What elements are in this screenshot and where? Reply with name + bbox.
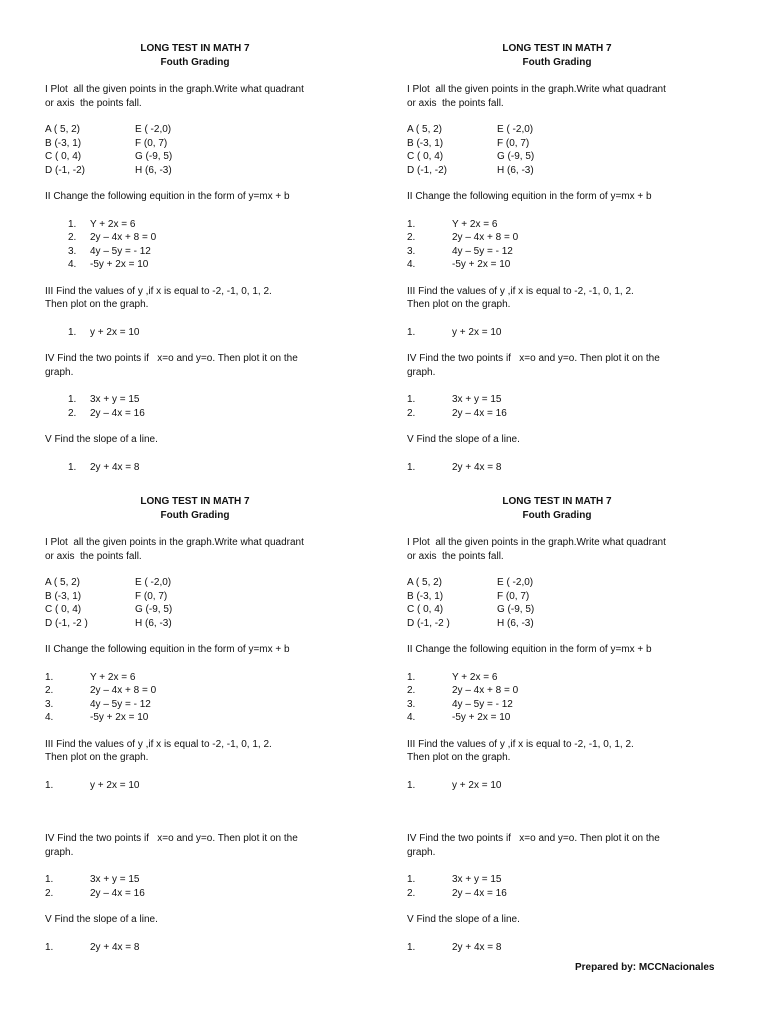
part4-instructions [407,832,737,859]
part4-line: graph. [45,366,74,378]
list-item: 2. 2y – 4x = 16 [407,887,507,899]
part3-instructions [45,738,375,765]
point-g: G (-9, 5) [497,604,535,615]
list-item: 1. 2y + 4x = 8 [407,461,502,473]
point-g: G (-9, 5) [497,151,535,162]
part4-list [407,393,737,420]
list-item: 1. y + 2x = 10 [45,779,140,791]
test-header [45,42,345,69]
part4-list [407,873,737,900]
part1-line: I Plot all the given points in the graph.Write what quadrant [45,537,304,548]
point-h: H (6, -3) [135,617,172,629]
list-item: 1. Y + 2x = 6 [45,671,136,683]
test-subtitle: Fouth Grading [160,509,230,521]
list-item: 3. 4y – 5y = - 12 [68,245,151,257]
part5-list [45,461,375,475]
list-item: 4. -5y + 2x = 10 [407,259,511,270]
point-f: F (0, 7) [135,137,168,149]
list-item: 3. 4y – 5y = - 12 [407,698,513,710]
part3-line: Then plot on the graph. [45,299,149,310]
part4-line: graph. [45,846,74,858]
part3-line: III Find the values of y ,if x is equal to -2, -1, 0, 1, 2. [45,285,272,297]
list-item: 1. 3x + y = 15 [68,394,140,405]
part1-instructions [407,83,737,110]
part3-line: III Find the values of y ,if x is equal to -2, -1, 0, 1, 2. [45,738,272,750]
test-title: LONG TEST IN MATH 7 [502,496,612,507]
part4-list [45,873,375,900]
part2-list [45,671,375,725]
part2-heading: II Change the following equition in the form of y=mx + b [45,191,290,202]
test-subtitle: Fouth Grading [522,509,592,521]
test-subtitle: Fouth Grading [522,56,592,68]
part3-instructions [45,285,375,312]
list-item: 3. 4y – 5y = - 12 [45,698,151,710]
part2-heading: II Change the following equition in the form of y=mx + b [407,191,652,202]
part3-line: Then plot on the graph. [407,752,511,763]
test-title: LONG TEST IN MATH 7 [140,496,250,507]
part1-line: or axis the points fall. [407,97,504,109]
point-c: C ( 0, 4) [45,151,82,162]
list-item: 1. 2y + 4x = 8 [45,941,140,953]
point-a: A ( 5, 2) [45,124,81,135]
part4-instructions [45,832,375,859]
part1-line: or axis the points fall. [45,550,142,562]
point-b: B (-3, 1) [45,590,82,602]
list-item: 4. -5y + 2x = 10 [45,712,149,723]
list-item: 2. 2y – 4x + 8 = 0 [407,232,519,243]
list-item: 4. -5y + 2x = 10 [68,259,149,270]
part5-list [45,941,375,955]
part2-list [407,218,737,272]
points-list [45,576,375,630]
part4-line: IV Find the two points if x=o and y=o. Then plot it on the [45,833,298,844]
part1-line: I Plot all the given points in the graph.Write what quadrant [407,84,666,95]
part1-line: I Plot all the given points in the graph.Write what quadrant [45,84,304,95]
part4-instructions [45,352,375,379]
part3-list [407,779,737,793]
test-title: LONG TEST IN MATH 7 [140,43,250,54]
part4-line: IV Find the two points if x=o and y=o. Then plot it on the [407,833,660,844]
test-copy-bottom-right [407,495,737,954]
list-item: 1. 2y + 4x = 8 [407,941,502,953]
part5-heading: V Find the slope of a line. [407,914,520,925]
part4-line: graph. [407,366,436,378]
part1-line: or axis the points fall. [407,550,504,562]
point-a: A ( 5, 2) [407,124,443,135]
part1-line: or axis the points fall. [45,97,142,109]
part5-heading: V Find the slope of a line. [45,914,158,925]
point-h: H (6, -3) [497,164,534,176]
part2-heading: II Change the following equition in the form of y=mx + b [407,644,652,655]
point-f: F (0, 7) [497,590,530,602]
test-header [45,495,345,522]
part4-line: IV Find the two points if x=o and y=o. Then plot it on the [407,353,660,364]
part5-list [407,461,737,475]
list-item: 1. 3x + y = 15 [45,874,140,885]
point-e: E ( -2,0) [135,577,172,588]
list-item: 2. 2y – 4x = 16 [68,407,145,419]
list-item: 2. 2y – 4x + 8 = 0 [45,685,157,696]
test-header [407,495,707,522]
part4-line: IV Find the two points if x=o and y=o. Then plot it on the [45,353,298,364]
points-list [407,123,737,177]
part3-line: III Find the values of y ,if x is equal to -2, -1, 0, 1, 2. [407,285,634,297]
list-item: 1. y + 2x = 10 [407,779,502,791]
part1-line: I Plot all the given points in the graph.Write what quadrant [407,537,666,548]
point-b: B (-3, 1) [407,137,444,149]
point-e: E ( -2,0) [497,577,534,588]
point-f: F (0, 7) [135,590,168,602]
part3-list [45,326,375,340]
point-d: D (-1, -2 ) [45,617,88,629]
point-b: B (-3, 1) [407,590,444,602]
points-list [407,576,737,630]
point-c: C ( 0, 4) [407,151,444,162]
point-c: C ( 0, 4) [45,604,82,615]
test-copy-top-right [407,42,737,474]
point-e: E ( -2,0) [497,124,534,135]
part4-line: graph. [407,846,436,858]
point-d: D (-1, -2) [407,164,447,176]
list-item: 1. Y + 2x = 6 [407,671,498,683]
point-h: H (6, -3) [497,617,534,629]
list-item: 2. 2y – 4x = 16 [407,407,507,419]
point-d: D (-1, -2) [45,164,85,176]
points-list [45,123,375,177]
part4-instructions [407,352,737,379]
point-d: D (-1, -2 ) [407,617,450,629]
list-item: 2. 2y – 4x = 16 [45,887,145,899]
prepared-by: Prepared by: MCCNacionales [575,962,715,973]
list-item: 1. Y + 2x = 6 [68,218,136,230]
part2-heading: II Change the following equition in the form of y=mx + b [45,644,290,655]
list-item: 1. 2y + 4x = 8 [68,461,140,473]
point-g: G (-9, 5) [135,151,173,162]
part5-heading: V Find the slope of a line. [45,434,158,445]
test-subtitle: Fouth Grading [160,56,230,68]
test-title: LONG TEST IN MATH 7 [502,43,612,54]
part5-heading: V Find the slope of a line. [407,434,520,445]
point-e: E ( -2,0) [135,124,172,135]
test-header [407,42,707,69]
part5-list [407,941,737,955]
point-a: A ( 5, 2) [407,577,443,588]
point-g: G (-9, 5) [135,604,173,615]
part2-list [407,671,737,725]
part1-instructions [45,83,375,110]
point-f: F (0, 7) [497,137,530,149]
list-item: 1. y + 2x = 10 [68,326,140,338]
test-copy-bottom-left [45,495,375,954]
list-item: 2. 2y – 4x + 8 = 0 [407,685,519,696]
list-item: 2. 2y – 4x + 8 = 0 [68,232,157,243]
list-item: 1. 3x + y = 15 [407,874,502,885]
list-item: 1. y + 2x = 10 [407,326,502,338]
part3-line: III Find the values of y ,if x is equal to -2, -1, 0, 1, 2. [407,738,634,750]
list-item: 1. 3x + y = 15 [407,394,502,405]
part3-instructions [407,738,737,765]
part1-instructions [407,536,737,563]
part4-list [45,393,375,420]
part2-list [45,218,375,272]
point-a: A ( 5, 2) [45,577,81,588]
list-item: 1. Y + 2x = 6 [407,218,498,230]
test-copy-top-left [45,42,375,474]
list-item: 4. -5y + 2x = 10 [407,712,511,723]
part3-list [407,326,737,340]
point-b: B (-3, 1) [45,137,82,149]
part3-line: Then plot on the graph. [407,299,511,310]
point-h: H (6, -3) [135,164,172,176]
part3-list [45,779,375,793]
part3-instructions [407,285,737,312]
part3-line: Then plot on the graph. [45,752,149,763]
point-c: C ( 0, 4) [407,604,444,615]
part1-instructions [45,536,375,563]
list-item: 3. 4y – 5y = - 12 [407,245,513,257]
